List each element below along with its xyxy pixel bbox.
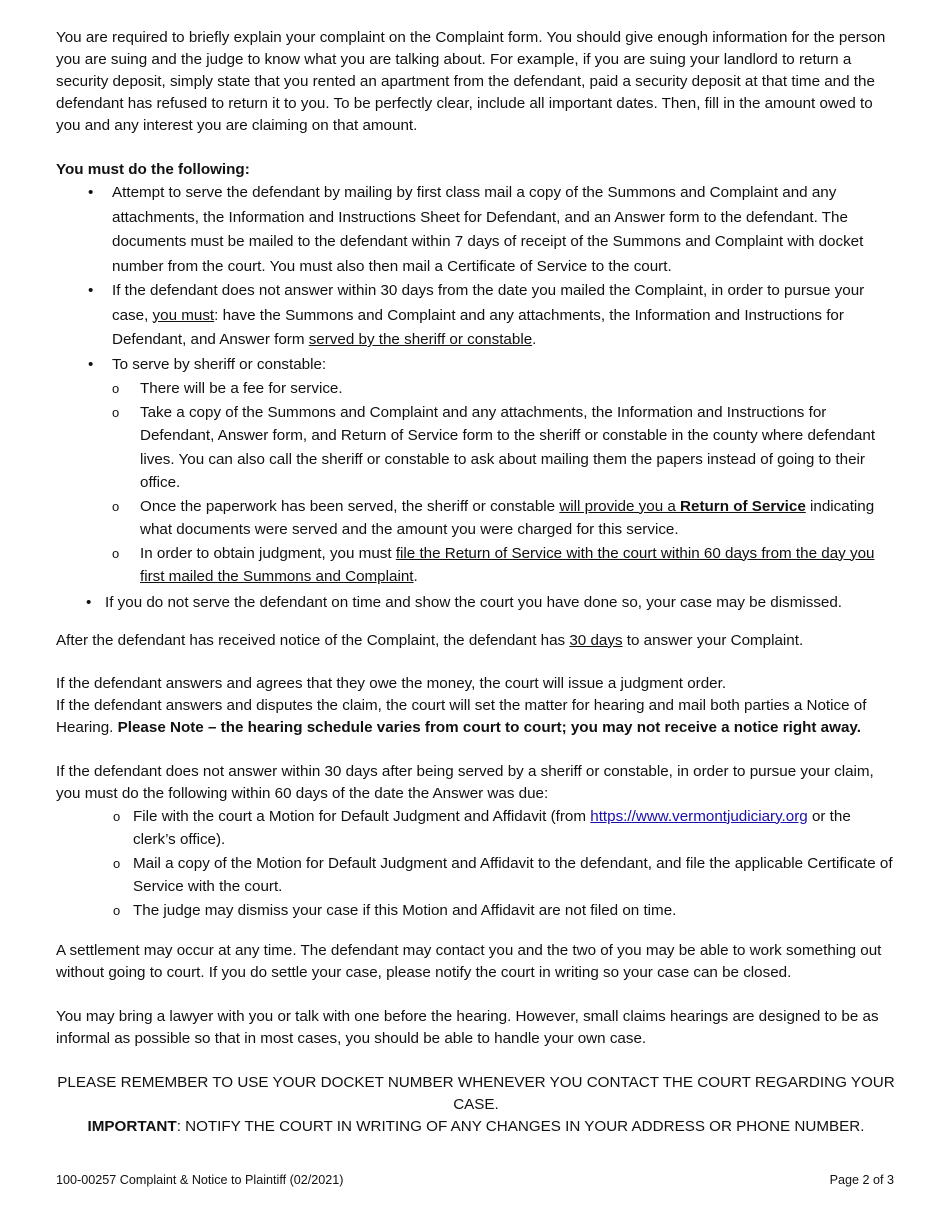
sub-list-item: o Once the paperwork has been served, the sheriff or constable will provide you a Return of Service indicating what documents were served and the amount you were charged for this service. — [56, 495, 896, 542]
agree-paragraph: If the defendant answers and agrees that they owe the money, the court will issue a judgment order. — [56, 674, 727, 692]
list-item: • If the defendant does not answer within 30 days from the date you mailed the Complaint, in order to pursue your case, you must: have the Summons and Complaint and any attachments, the Information and Instructions for Defendant, and Answer form served by the sheriff or constable. — [56, 279, 896, 353]
notice-paragraph: After the defendant has received notice of the Complaint, the defendant has 30 days to answer your Complaint. — [56, 631, 804, 649]
intro-paragraph: You are required to briefly explain your complaint on the Complaint form. You should give enough information for the person you are suing and the judge to know what you are talking about. For example, if you are suing your landlord to return a security deposit, simply state that you rented an apartment from the defendant, paid a security deposit at that time and the defendant has refused to return it to you. To be perfectly clear, include all important dates. Then, fill in the amount owed to you and any interest you are claiming on that amount. — [56, 29, 886, 134]
list-item: • If you do not serve the defendant on time and show the court you have done so, your case may be dismissed. — [56, 590, 896, 616]
settlement-paragraph: A settlement may occur at any time. The defendant may contact you and the two of you may be able to work something out without going to court. If you do settle your case, please notify the court in writing so your case can be closed. — [56, 942, 882, 981]
circle-bullet-icon: o — [112, 498, 120, 514]
sub-list-item: o The judge may dismiss your case if this Motion and Affidavit are not filed on time. — [56, 899, 896, 923]
page-footer — [56, 1173, 894, 1187]
circle-bullet-icon: o — [113, 808, 121, 824]
list-item: • To serve by sheriff or constable: — [56, 353, 896, 378]
bullet-icon: • — [86, 593, 92, 611]
important-notice: IMPORTANT: NOTIFY THE COURT IN WRITING OF ANY CHANGES IN YOUR ADDRESS OR PHONE NUMBER. — [87, 1118, 865, 1135]
no-answer-paragraph: If the defendant does not answer within 30 days after being served by a sheriff or constable, in order to pursue your claim, you must do the following within 60 days of the date the Answer was due: — [56, 762, 874, 802]
bullet-icon: • — [88, 355, 94, 373]
list-item: • Attempt to serve the defendant by mailing by first class mail a copy of the Summons and Complaint and any attachments, the Information and Instructions Sheet for Defendant, and an Answer form to the defendant. The documents must be mailed to the defendant within 7 days of receipt of the Summons and Complaint with docket number from the court. You must also then mail a Certificate of Service to the court. — [56, 181, 896, 279]
circle-bullet-icon: o — [112, 404, 120, 420]
bullet-icon: • — [88, 184, 94, 201]
circle-bullet-icon: o — [113, 902, 121, 918]
vermont-judiciary-link[interactable]: https://www.vermontjudiciary.org — [590, 807, 808, 825]
bullet-icon: • — [88, 282, 94, 299]
dispute-paragraph: If the defendant answers and disputes the claim, the court will set the matter for hearing and mail both parties a Notice of Hearing. Please Note – the hearing schedule varies from court to court; you may not receive a notice right away. — [56, 696, 867, 736]
instructions-list — [56, 181, 896, 616]
document-body — [56, 27, 896, 1138]
circle-bullet-icon: o — [113, 855, 121, 871]
sub-list-item: o There will be a fee for service. — [56, 377, 896, 401]
sub-list-item: o Take a copy of the Summons and Complaint and any attachments, the Information and Instructions for Defendant, Answer form, and Return of Service form to the sheriff or constable in the county where defendant lives. You can also call the sheriff or constable to ask about mailing them the papers instead of going to their office. — [56, 401, 896, 495]
page-number: Page 2 of 3 — [829, 1173, 894, 1187]
remember-notice: PLEASE REMEMBER TO USE YOUR DOCKET NUMBER WHENEVER YOU CONTACT THE COURT REGARDING YOUR CASE. — [57, 1074, 895, 1113]
form-id: 100-00257 Complaint & Notice to Plaintiff (02/2021) — [56, 1173, 344, 1187]
circle-bullet-icon: o — [112, 545, 120, 561]
sub-list-item: o In order to obtain judgment, you must file the Return of Service with the court within 60 days from the day you first mailed the Summons and Complaint. — [56, 542, 896, 589]
default-list — [56, 805, 896, 923]
sub-list-item: o File with the court a Motion for Default Judgment and Affidavit (from https://www.vermontjudiciary.org or the clerk’s office). — [56, 805, 896, 852]
sub-list-item: o Mail a copy of the Motion for Default Judgment and Affidavit to the defendant, and file the applicable Certificate of Service with the court. — [56, 852, 896, 899]
lawyer-paragraph: You may bring a lawyer with you or talk with one before the hearing. However, small claims hearings are designed to be as informal as possible so that in most cases, you should be able to handle your own case. — [56, 1008, 879, 1047]
circle-bullet-icon: o — [112, 381, 120, 396]
must-heading: You must do the following: — [56, 161, 250, 178]
